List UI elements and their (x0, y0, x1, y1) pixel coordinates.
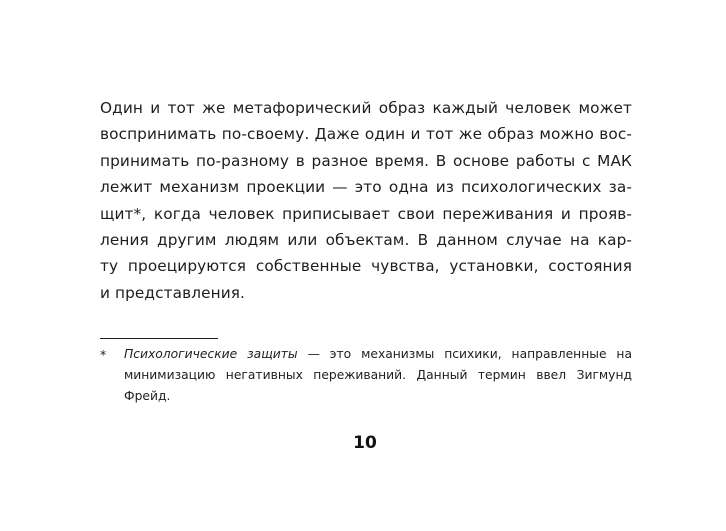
footnote-line (124, 344, 632, 365)
footnote-term: Психологические защиты (124, 347, 298, 361)
paragraph-line: и представления. (100, 283, 246, 302)
paragraph-line: Один и тот же метафорический образ каждый человек может (100, 99, 632, 117)
footnote-marker: * (100, 347, 107, 362)
footnote-definition: — это механизмы психики, направленные на (297, 347, 632, 361)
paragraph-line: воспринимать по-своему. Даже один и тот же образ можно вос- (100, 125, 632, 144)
footnote-text (124, 344, 632, 407)
footnote-line: Фрейд. (124, 389, 171, 403)
footnote-line: минимизацию негативных переживаний. Данный термин ввел Зигмунд (124, 368, 632, 382)
main-paragraph (100, 95, 632, 306)
paragraph-line: принимать по-разному в разное время. В основе работы с МАК (100, 151, 632, 170)
paragraph-line: лежит механизм проекции — это одна из психологических за- (100, 178, 632, 197)
paragraph-line: ту проецируются собственные чувства, установки, состояния (100, 257, 632, 276)
page-number: 10 (353, 433, 377, 453)
paragraph-line: щит*, когда человек приписывает свои переживания и прояв- (100, 204, 632, 223)
footnote-separator (100, 338, 218, 339)
paragraph-line: ления другим людям или объектам. В данном случае на кар- (100, 231, 632, 250)
